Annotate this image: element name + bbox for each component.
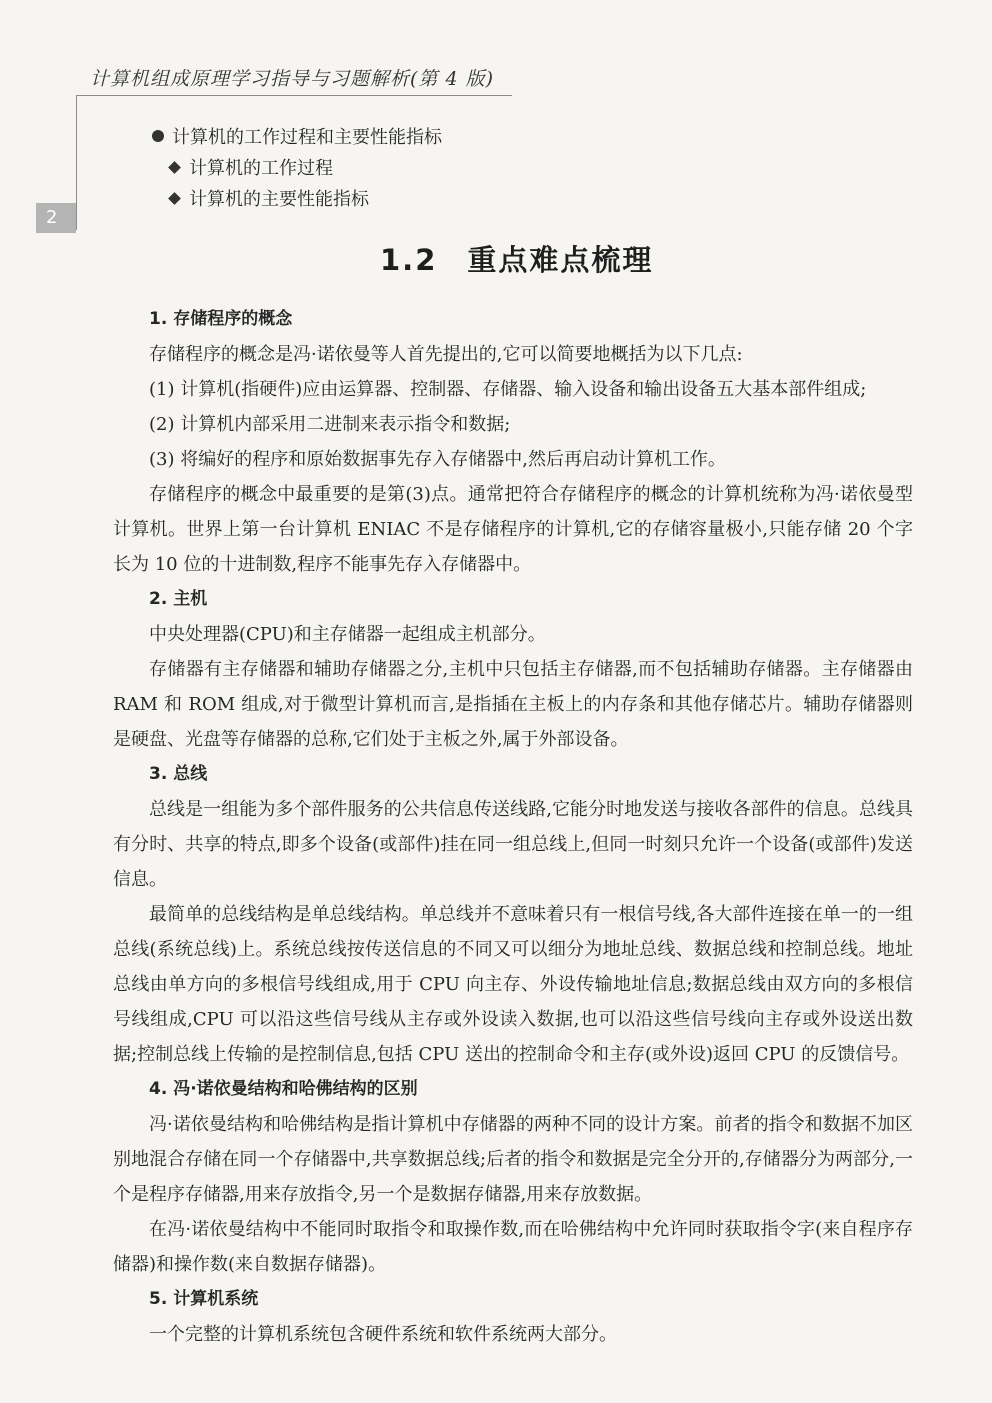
section-title-text: 重点难点梳理 [467, 243, 654, 277]
body-paragraph: (3) 将编好的程序和原始数据事先存入存储器中,然后再启动计算机工作。 [149, 449, 726, 470]
body-paragraph: (1) 计算机(指硬件)应由运算器、控制器、存储器、输入设备和输出设备五大基本部件组成; [149, 379, 867, 400]
body-paragraph: 总线是一组能为多个部件服务的公共信息传送线路,它能分时地发送与接收各部件的信息。总线具有分时、共享的特点,即多个设备(或部件)挂在同一组总线上,但同一时刻只允许一个设备(或部件)发送信息。 [113, 799, 913, 890]
outline-item-text: 计算机的工作过程和主要性能指标 [172, 127, 442, 148]
body-paragraph: 冯·诺依曼结构和哈佛结构是指计算机中存储器的两种不同的设计方案。前者的指令和数据不加区别地混合存储在同一个存储器中,共享数据总线;后者的指令和数据是完全分开的,存储器分为两部分,一个是程序存储器,用来存放指令,另一个是数据存储器,用来存放数据。 [113, 1114, 913, 1205]
subsection-heading: 1. 存储程序的概念 [149, 309, 293, 329]
subsection-heading: 3. 总线 [149, 764, 208, 784]
body-paragraph: 一个完整的计算机系统包含硬件系统和软件系统两大部分。 [149, 1324, 617, 1345]
header-rule [76, 95, 512, 96]
body-paragraph: 在冯·诺依曼结构中不能同时取指令和取操作数,而在哈佛结构中允许同时获取指令字(来自程序存储器)和操作数(来自数据存储器)。 [113, 1219, 913, 1275]
section-content [113, 302, 913, 1352]
outline-item [152, 153, 442, 184]
outline-item-text: 计算机的主要性能指标 [189, 189, 369, 210]
bullet-circle-icon [152, 130, 164, 142]
header-rule-vertical [76, 95, 77, 230]
bullet-diamond-icon [168, 161, 181, 174]
section-title [380, 238, 653, 279]
running-header: 计算机组成原理学习指导与习题解析(第 4 版) [90, 68, 494, 90]
section-number: 1.2 [380, 243, 438, 277]
body-paragraph: 存储器有主存储器和辅助存储器之分,主机中只包括主存储器,而不包括辅助存储器。主存储器由 RAM 和 ROM 组成,对于微型计算机而言,是指插在主板上的内存条和其他存储芯片。辅助存储器则是硬盘、光盘等存储器的总称,它们处于主板之外,属于外部设备。 [113, 659, 913, 750]
body-paragraph: 最简单的总线结构是单总线结构。单总线并不意味着只有一根信号线,各大部件连接在单一的一组总线(系统总线)上。系统总线按传送信息的不同又可以细分为地址总线、数据总线和控制总线。地址总线由单方向的多根信号线组成,用于 CPU 向主存、外设传输地址信息;数据总线由双方向的多根信号线组成,CPU 可以沿这些信号线从主存或外设读入数据,也可以沿这些信号线向主存或外设送出数据;控制总线上传输的是控制信息,包括 CPU 送出的控制命令和主存(或外设)返回 CPU 的反馈信号。 [113, 904, 913, 1065]
body-paragraph: 中央处理器(CPU)和主存储器一起组成主机部分。 [149, 624, 546, 645]
body-paragraph: (2) 计算机内部采用二进制来表示指令和数据; [149, 414, 511, 435]
outline-item [152, 184, 442, 215]
bullet-diamond-icon [168, 192, 181, 205]
body-paragraph: 存储程序的概念是冯·诺依曼等人首先提出的,它可以简要地概括为以下几点: [149, 344, 743, 365]
subsection-heading: 4. 冯·诺依曼结构和哈佛结构的区别 [149, 1079, 418, 1099]
outline-item [152, 122, 442, 153]
subsection-heading: 2. 主机 [149, 589, 208, 609]
chapter-outline-list [152, 122, 442, 215]
page-number: 2 [36, 203, 76, 233]
subsection-heading: 5. 计算机系统 [149, 1289, 259, 1309]
body-paragraph: 存储程序的概念中最重要的是第(3)点。通常把符合存储程序的概念的计算机统称为冯·诺依曼型计算机。世界上第一台计算机 ENIAC 不是存储程序的计算机,它的存储容量极小,只能存储 20 个字长为 10 位的十进制数,程序不能事先存入存储器中。 [113, 484, 913, 575]
outline-item-text: 计算机的工作过程 [189, 158, 333, 179]
